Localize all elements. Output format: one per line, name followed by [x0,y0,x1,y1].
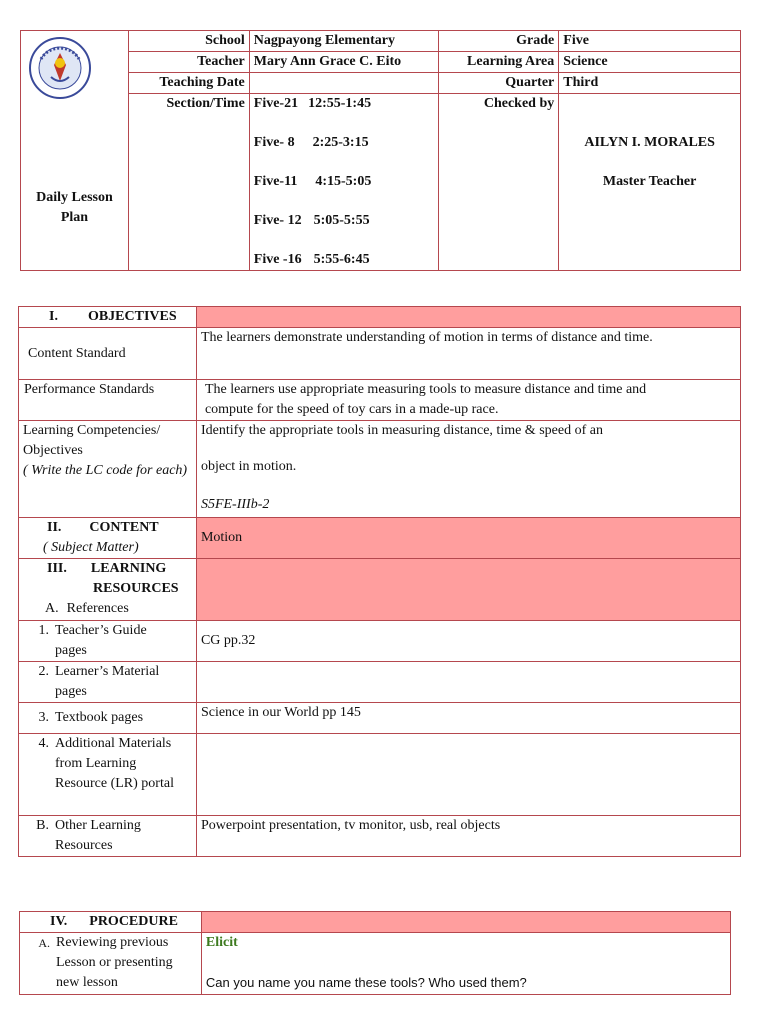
content-standard-value: The learners demonstrate understanding of motion in terms of distance and time. [196,328,740,380]
grade-value: Five [559,31,741,52]
doc-title: Daily Lesson Plan [36,190,113,225]
resource-item-label: 2. Learner’s Material pages [19,662,197,703]
area-label: Learning Area [439,52,559,73]
objectives-heading-fill [196,307,740,328]
procedure-item-label: A. Reviewing previous Lesson or presenting new lesson [20,933,202,995]
resource-item-label: 3. Textbook pages [19,703,197,734]
resources-heading-cell [19,559,197,621]
date-label: Teaching Date [128,73,249,94]
content-value: Motion [196,518,740,559]
schedule-row: Five -16 5:55-6:45 [253,252,370,267]
competency-value-cell [196,421,740,518]
content-heading: CONTENT [89,520,159,535]
lesson-table [18,306,741,857]
performance-label: Performance Standards [19,380,197,421]
content-sub: ( Subject Matter) [43,540,139,555]
procedure-table [19,911,731,995]
procedure-question: Can you name you name these tools? Who used them? [205,975,527,990]
checker-cell [559,94,741,271]
teacher-label: Teacher [128,52,249,73]
resource-item-label: B. Other Learning Resources [19,816,197,857]
competency-note: ( Write the LC code for each) [23,463,188,478]
content-standard-label: Content Standard [19,328,197,380]
competency-label-cell [19,421,197,518]
competency-label: Learning Competencies/ Objectives [23,423,161,458]
schedule-row: Five- 12 5:05-5:55 [253,213,370,228]
resource-item-label: 4. Additional Materials from Learning Resource (LR) portal [19,734,197,816]
resource-item-value: CG pp.32 [196,621,740,662]
logo-cell [21,31,129,271]
competency-value-2: object in motion. [200,459,297,474]
competency-value-1: Identify the appropriate tools in measuring distance, time & speed of an [200,423,603,438]
resources-fill [196,559,740,621]
resource-item-label: 1. Teacher’s Guide pages [19,621,197,662]
header-table [20,30,741,271]
teacher-value: Mary Ann Grace C. Eito [249,52,439,73]
procedure-heading: IV. PROCEDURE [20,912,202,933]
schedule-row: Five- 8 2:25-3:15 [253,135,369,150]
references-row: A. References [45,601,129,616]
resource-item-value: Science in our World pp 145 [196,703,740,734]
content-heading-cell [19,518,197,559]
phase-label: Elicit [205,935,238,950]
procedure-heading-fill [201,912,730,933]
quarter-label: Quarter [439,73,559,94]
performance-value: The learners use appropriate measuring tools to measure distance and time and compute for the speed of toy cars in a made-up race. [196,380,740,421]
objectives-heading: I. OBJECTIVES [19,307,197,328]
checker-name: AILYN I. MORALES [584,135,715,150]
area-value: Science [559,52,741,73]
school-value: Nagpayong Elementary [249,31,439,52]
content-num: II. [47,520,62,535]
schedule-cell [249,94,439,271]
competency-code: S5FE-IIIb-2 [200,497,270,512]
date-value [249,73,439,94]
checker-title: Master Teacher [602,174,697,189]
resource-item-value [196,734,740,816]
resources-num: III. [47,561,67,576]
resource-item-value: Powerpoint presentation, tv monitor, usb, real objects [196,816,740,857]
section-label: Section/Time [128,94,249,271]
grade-label: Grade [439,31,559,52]
quarter-value: Third [559,73,741,94]
deped-seal-icon [29,37,91,99]
schedule-row: Five-21 12:55-1:45 [253,96,372,111]
school-label: School [128,31,249,52]
resources-heading-2: RESOURCES [93,581,179,596]
schedule-row: Five-11 4:15-5:05 [253,174,372,189]
procedure-item-value [201,933,730,995]
checked-label: Checked by [439,94,559,271]
resources-heading-1: LEARNING [90,561,167,576]
resource-item-value [196,662,740,703]
